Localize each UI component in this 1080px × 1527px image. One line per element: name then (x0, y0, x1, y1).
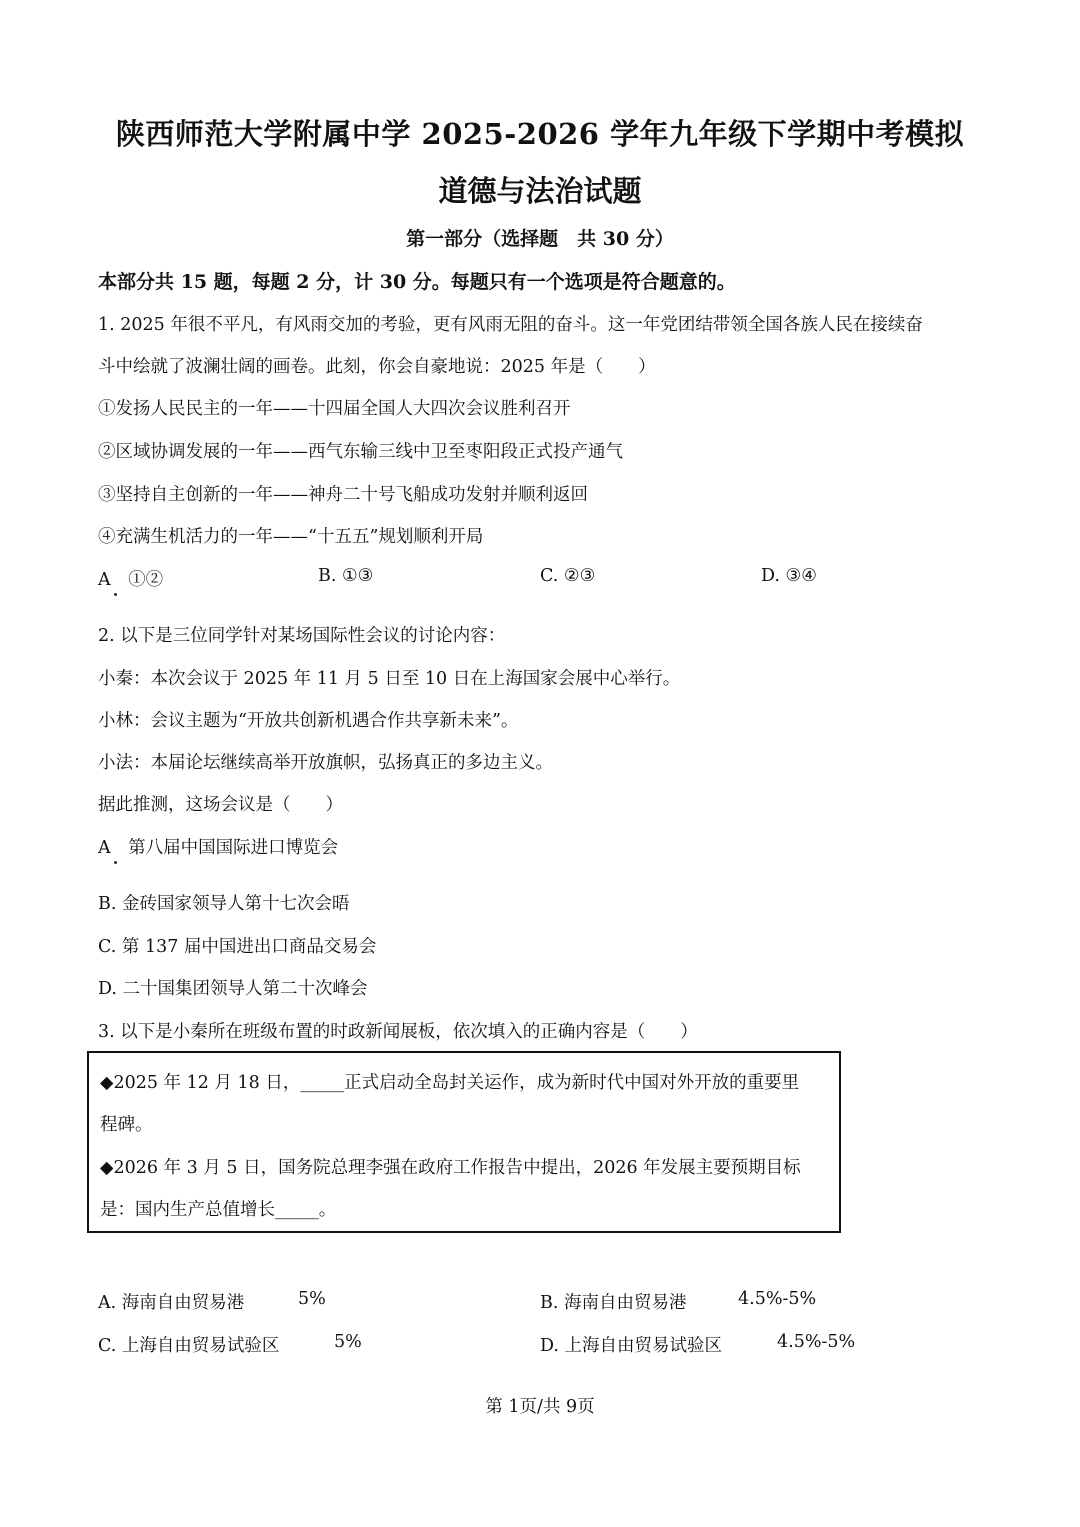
q1-statement-3: ③坚持自主创新的一年——神舟二十号飞船成功发射并顺利返回 (98, 485, 588, 505)
q1-statement-2: ②区域协调发展的一年——西气东输三线中卫至枣阳段正式投产通气 (98, 442, 623, 462)
q3-option-c-label: C. 上海自由贸易试验区 (98, 1336, 280, 1356)
q3-box-line3: ◆2026 年 3 月 5 日，国务院总理李强在政府工作报告中提出，2026 年发展主要预期目标 (100, 1158, 801, 1178)
q2-option-a: A 第八届中国国际进口博览会 (98, 838, 339, 858)
q2-option-c: C. 第 137 届中国进出口商品交易会 (98, 937, 377, 957)
q3-box-line1: ◆2025 年 12 月 18 日，_____正式启动全岛封关运作，成为新时代中国对外开放的重要里 (100, 1073, 800, 1093)
q3-box-line4: 是：国内生产总值增长_____。 (100, 1200, 337, 1220)
q1-stem-line2: 斗中绘就了波澜壮阔的画卷。此刻，你会自豪地说：2025 年是（ ） (98, 357, 656, 377)
q1-option-a: A ①② (98, 570, 164, 590)
instructions: 本部分共 15 题，每题 2 分，计 30 分。每题只有一个选项是符合题意的。 (98, 271, 736, 293)
page-subtitle: 道德与法治试题 (438, 174, 642, 208)
q3-stem: 3. 以下是小秦所在班级布置的时政新闻展板，依次填入的正确内容是（ ） (98, 1022, 698, 1042)
q2-ask: 据此推测，这场会议是（ ） (98, 795, 343, 815)
q2-line-xiaolin: 小林：会议主题为“开放共创新机遇合作共享新未来”。 (98, 711, 519, 731)
q3-option-b-label: B. 海南自由贸易港 (540, 1293, 687, 1313)
q2-line-xiaoqin: 小秦：本次会议于 2025 年 11 月 5 日至 10 日在上海国家会展中心举行。 (98, 669, 681, 689)
q2-option-b: B. 金砖国家领导人第十七次会晤 (98, 894, 350, 914)
q1-option-b: B. ①③ (318, 566, 374, 586)
q2-stem: 2. 以下是三位同学针对某场国际性会议的讨论内容： (98, 626, 506, 646)
q2-line-xiaofa: 小法：本届论坛继续高举开放旗帜，弘扬真正的多边主义。 (98, 753, 553, 773)
page-number: 第 1页/共 9页 (485, 1397, 595, 1417)
q1-stem-line1: 1. 2025 年很不平凡，有风雨交加的考验，更有风雨无阻的奋斗。这一年党团结带领全国各族人民在接续奋 (98, 315, 923, 335)
q1-option-c: C. ②③ (540, 566, 596, 586)
scan-dot (114, 861, 117, 864)
page-title: 陕西师范大学附属中学 2025-2026 学年九年级下学期中考模拟 (115, 117, 965, 151)
section-heading: 第一部分（选择题 共 30 分） (406, 228, 674, 250)
q3-option-d-label: D. 上海自由贸易试验区 (540, 1336, 723, 1356)
q3-option-b-value: 4.5%-5% (738, 1289, 817, 1309)
q2-option-d: D. 二十国集团领导人第二十次峰会 (98, 979, 368, 999)
q3-option-d-value: 4.5%-5% (777, 1332, 856, 1352)
q1-option-d: D. ③④ (761, 566, 817, 586)
q3-box-line2: 程碑。 (100, 1115, 153, 1135)
q3-option-a-value: 5% (298, 1289, 326, 1309)
q1-statement-1: ①发扬人民民主的一年——十四届全国人大四次会议胜利召开 (98, 399, 571, 419)
scan-dot (114, 593, 117, 596)
q3-option-c-value: 5% (334, 1332, 362, 1352)
q1-statement-4: ④充满生机活力的一年——“十五五”规划顺利开局 (98, 527, 484, 547)
q3-option-a-label: A. 海南自由贸易港 (98, 1293, 245, 1313)
